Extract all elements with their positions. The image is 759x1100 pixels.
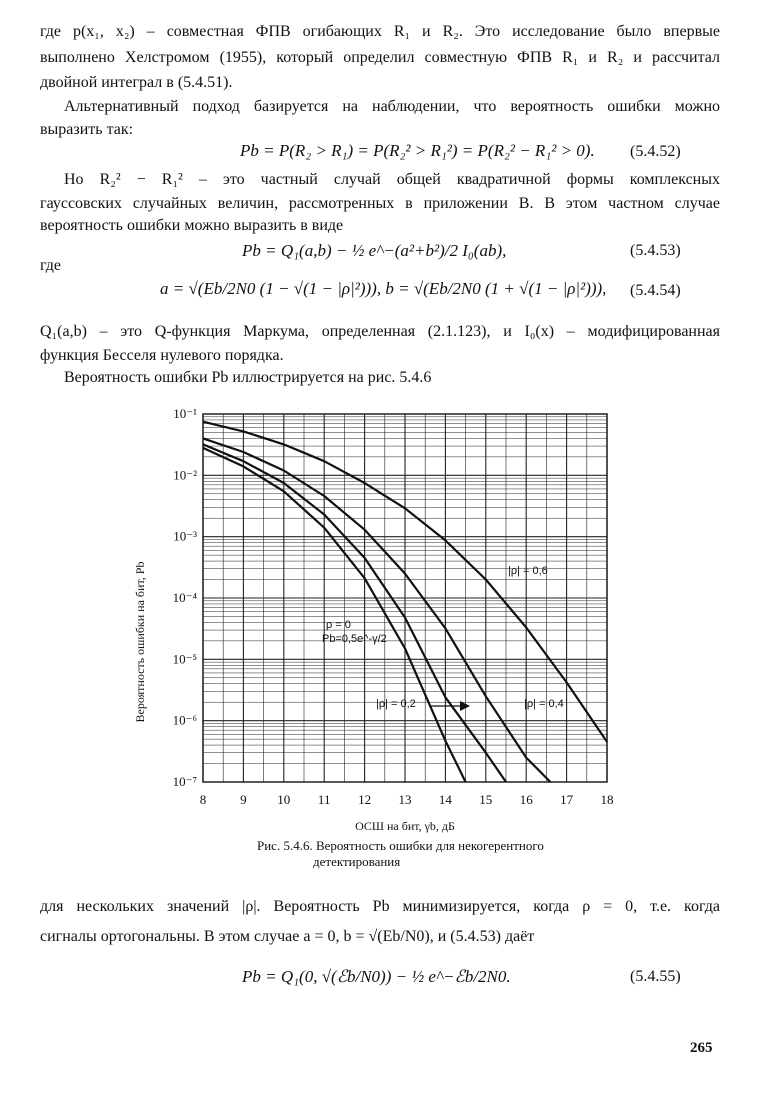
curve-0 [203,448,466,782]
text-line-2: выполнено Хелстромом (1955), который определил совместную ФПВ R₁ и R₂ и рассчитал [40,49,720,66]
x-tick-label: 18 [600,792,614,807]
annotation-rho-02: |ρ| = 0,2 [376,698,416,710]
x-tick-label: 9 [240,792,247,807]
x-tick-label: 15 [479,792,493,807]
y-tick-label: 10⁻⁵ [172,651,197,667]
annotation-rho-04: |ρ| = 0,4 [524,698,564,710]
text-line-8: вероятность ошибки можно выразить в виде [40,217,344,234]
y-tick-label: 10⁻⁷ [172,774,197,789]
figure-caption-line-1: Рис. 5.4.6. Вероятность ошибки для некогерентного [257,838,544,853]
x-tick-label: 14 [438,792,452,807]
x-tick-label: 13 [398,792,412,807]
equation-number-5-4-52: (5.4.52) [630,143,681,160]
annotation-rho-0-formula: Pb=0,5e^-γ/2 [322,633,387,645]
equation-number-5-4-53: (5.4.53) [630,242,681,259]
text-line-4: Альтернативный подход базируется на наблюдении, что вероятность ошибки можно [64,98,720,115]
y-tick-label: 10⁻² [173,467,197,483]
text-line-11: функция Бесселя нулевого порядка. [40,347,284,364]
y-tick-label: 10⁻⁴ [172,590,197,605]
annotation-rho-06: |ρ| = 0,6 [508,565,548,577]
annotation-rho-0: ρ = 0 [326,619,351,631]
equation-5-4-52: Pb = P(R₂ > R₁) = P(R₂² > R₁²) = P(R₂² − R₁² > 0). [240,141,595,160]
text-line-1: где p(x₁, x₂) – совместная ФПВ огибающих R₁ и R₂. Это исследование было впервые [40,23,720,40]
text-line-7: гауссовских случайных величин, рассмотренных в приложении B. В этом частном случае [40,195,720,212]
page-number: 265 [690,1040,713,1056]
equation-number-5-4-54: (5.4.54) [630,282,681,299]
x-tick-label: 8 [199,792,207,807]
text-line-13: для нескольких значений |ρ|. Вероятность Pb минимизируется, когда ρ = 0, т.е. когда [40,898,720,915]
curve-1 [203,444,506,782]
chart-grid [203,414,607,782]
figure-caption-line-2: детектирования [313,854,401,869]
chart-ticks [173,406,614,807]
text-line-5: выразить так: [40,121,134,138]
text-line-10: Q₁(a,b) – это Q-функция Маркума, определенная (2.1.123), и I₀(x) – модифицированная [40,323,720,340]
text-line-12: Вероятность ошибки Pb иллюстрируется на рис. 5.4.6 [64,369,432,386]
y-tick-label: 10⁻⁶ [172,712,197,728]
x-tick-label: 16 [519,792,533,807]
y-tick-label: 10⁻³ [173,528,197,544]
equation-5-4-53: Pb = Q₁(a,b) − ½ e^−(a²+b²)/2 I₀(ab), [242,241,507,260]
text-line-6: Но R₂² − R₁² – это частный случай общей квадратичной формы комплексных [64,171,720,188]
x-tick-label: 10 [277,792,291,807]
x-axis-label: ОСШ на бит, γb, дБ [355,819,455,833]
x-tick-label: 17 [560,792,574,807]
y-tick-label: 10⁻¹ [173,406,197,421]
text-line-3: двойной интеграл в (5.4.51). [40,74,233,91]
text-line-14: сигналы ортогональны. В этом случае a = 0, b = √(Eb/N0), и (5.4.53) даёт [40,928,535,945]
x-tick-label: 11 [317,792,331,807]
text-line-9: где [40,257,62,274]
y-axis-label: Вероятность ошибки на бит, Pb [133,561,147,723]
equation-5-4-54: a = √(Eb/2N0 (1 − √(1 − |ρ|²))), b = √(Eb/2N0 (1 + √(1 − |ρ|²))), [160,279,607,298]
annotation-arrow-head [460,701,470,711]
x-tick-label: 12 [358,792,372,807]
equation-number-5-4-55: (5.4.55) [630,968,681,985]
equation-5-4-55: Pb = Q₁(0, √(ℰb/N0)) − ½ e^−ℰb/2N0. [242,967,511,986]
error-probability-chart [120,398,640,838]
